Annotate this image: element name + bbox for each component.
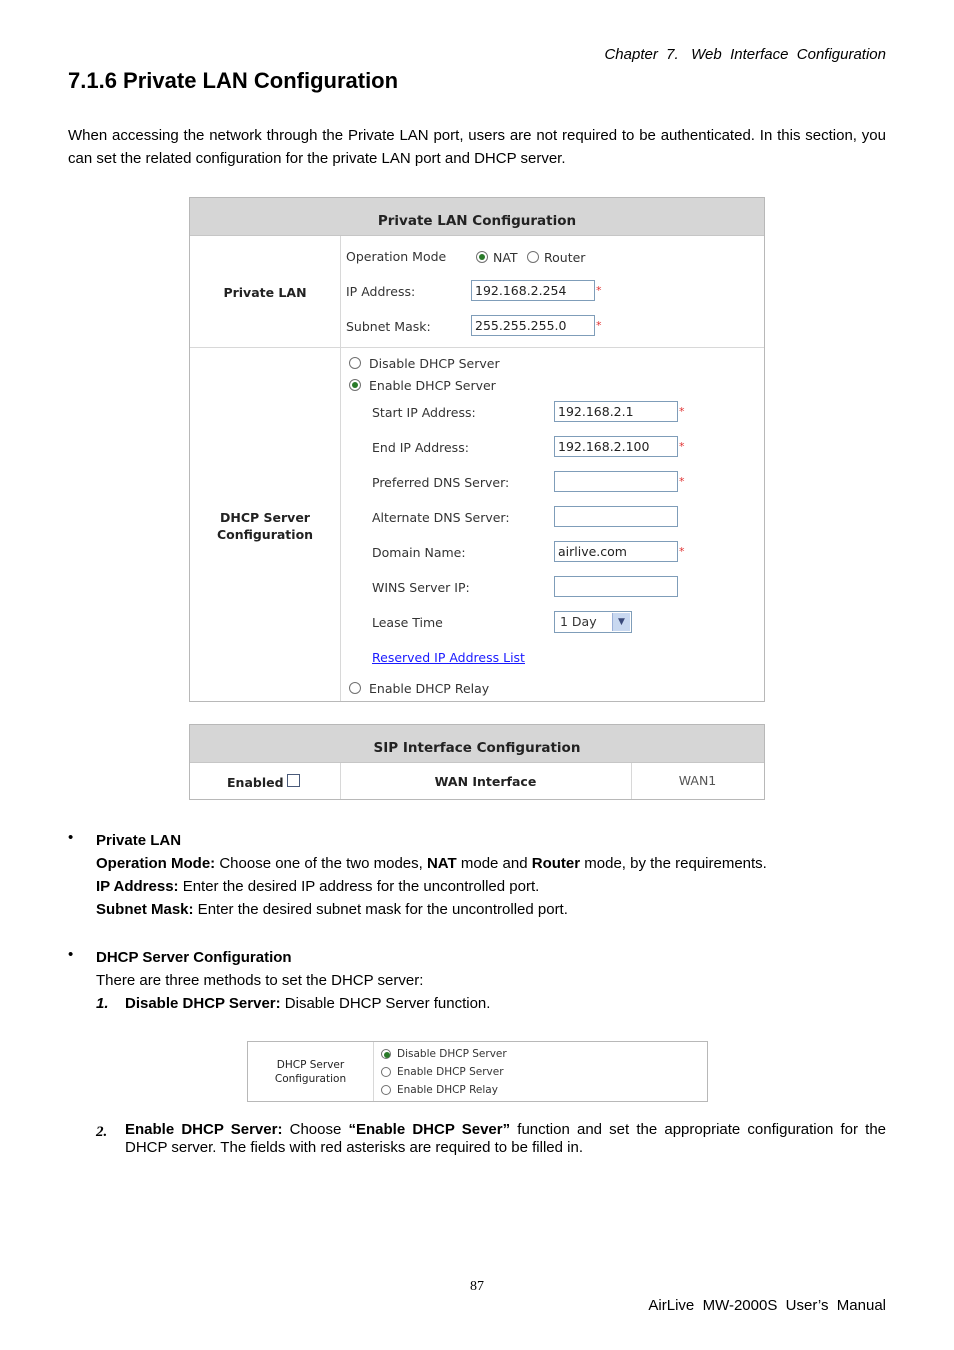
sip-enabled-checkbox[interactable] bbox=[287, 774, 300, 787]
intro-paragraph: When accessing the network through the Private LAN port, users are not required to be authenticated. In this section, you can set the related configuration for the private LAN port and DHCP server. bbox=[68, 127, 886, 167]
bullet-icon: • bbox=[68, 946, 74, 963]
lease-time-label: Lease Time bbox=[372, 615, 443, 630]
desc-text: mode and bbox=[456, 855, 532, 872]
end-ip-input[interactable]: 192.168.2.100 bbox=[554, 436, 678, 457]
wan-interface-label: WAN Interface bbox=[434, 774, 537, 789]
term: Router bbox=[531, 855, 581, 872]
desc-text: Choose one of the two modes, bbox=[215, 855, 427, 872]
enable-dhcp-radio[interactable] bbox=[349, 379, 361, 391]
dhcp-intro: There are three methods to set the DHCP server: bbox=[96, 972, 424, 989]
term: Disable DHCP Server: bbox=[125, 995, 281, 1012]
dhcp-section-label-line1: DHCP Server bbox=[220, 510, 310, 525]
desc-text: Enter the desired subnet mask for the uncontrolled port. bbox=[193, 901, 568, 918]
dhcp-option-panel bbox=[247, 1041, 708, 1102]
required-asterisk: * bbox=[679, 545, 685, 558]
item-number: 2. bbox=[96, 1124, 108, 1140]
column-divider bbox=[340, 236, 341, 701]
page-number: 87 bbox=[470, 1279, 484, 1294]
disable-dhcp-radio[interactable] bbox=[381, 1049, 391, 1059]
item1-desc bbox=[125, 992, 490, 1015]
desc-text: function and set the appropriate configuration for the DHCP server. The fields with red asterisks are required to be filled in. bbox=[125, 1121, 887, 1156]
operation-mode-label: Operation Mode bbox=[346, 249, 447, 264]
end-ip-label: End IP Address: bbox=[372, 440, 469, 455]
bullet-icon: • bbox=[68, 829, 74, 846]
subnet-mask-input[interactable]: 255.255.255.0 bbox=[471, 315, 595, 336]
chevron-down-icon[interactable]: ▼ bbox=[612, 613, 630, 631]
alternate-dns-input[interactable] bbox=[554, 506, 678, 527]
subnet-mask-desc bbox=[96, 898, 568, 921]
term: Subnet Mask: bbox=[96, 901, 194, 918]
manual-title: AirLive MW-2000S User’s Manual bbox=[648, 1297, 886, 1314]
start-ip-input[interactable]: 192.168.2.1 bbox=[554, 401, 678, 422]
section-title: 7.1.6 Private LAN Configuration bbox=[68, 68, 399, 93]
alternate-dns-label: Alternate DNS Server: bbox=[372, 510, 510, 525]
operation-mode-desc bbox=[96, 852, 767, 875]
disable-dhcp-label: Disable DHCP Server bbox=[397, 1048, 507, 1060]
desc-text: Enter the desired IP address for the uncontrolled port. bbox=[178, 878, 540, 895]
term: NAT bbox=[426, 855, 457, 872]
required-asterisk: * bbox=[596, 284, 602, 297]
dhcp-section-label-line2: Configuration bbox=[216, 527, 314, 542]
term: IP Address: bbox=[96, 878, 179, 895]
domain-name-input[interactable]: airlive.com bbox=[554, 541, 678, 562]
wins-server-input[interactable] bbox=[554, 576, 678, 597]
wan-value: WAN1 bbox=[678, 773, 717, 788]
preferred-dns-label: Preferred DNS Server: bbox=[372, 475, 510, 490]
ip-address-input[interactable]: 192.168.2.254 bbox=[471, 280, 595, 301]
chapter-header: Chapter 7. Web Interface Configuration bbox=[604, 46, 886, 63]
subnet-mask-label: Subnet Mask: bbox=[346, 319, 431, 334]
required-asterisk: * bbox=[596, 319, 602, 332]
term: “Enable DHCP Sever” bbox=[348, 1121, 511, 1138]
private-lan-section-label: Private LAN bbox=[223, 285, 307, 300]
term: Operation Mode: bbox=[96, 855, 216, 872]
dhcp-option-label bbox=[248, 1058, 373, 1086]
router-label: Router bbox=[544, 250, 586, 265]
enable-dhcp-label: Enable DHCP Server bbox=[369, 378, 496, 393]
dhcp-option-label-line2: Configuration bbox=[274, 1073, 347, 1085]
enable-dhcp-relay-radio[interactable] bbox=[349, 682, 361, 694]
desc-text: Disable DHCP Server function. bbox=[280, 995, 491, 1012]
sip-panel-title: SIP Interface Configuration bbox=[190, 725, 764, 763]
desc-text: mode, by the requirements. bbox=[580, 855, 767, 872]
required-asterisk: * bbox=[679, 475, 685, 488]
start-ip-label: Start IP Address: bbox=[372, 405, 476, 420]
ip-address-desc bbox=[96, 875, 539, 898]
preferred-dns-input[interactable] bbox=[554, 471, 678, 492]
desc-text: Choose bbox=[282, 1121, 349, 1138]
lease-time-value: 1 Day bbox=[560, 614, 597, 629]
row-divider bbox=[190, 347, 764, 348]
private-lan-config-panel bbox=[189, 197, 765, 702]
dhcp-heading: DHCP Server Configuration bbox=[96, 949, 292, 966]
domain-name-label: Domain Name: bbox=[372, 545, 466, 560]
column-divider bbox=[373, 1042, 374, 1101]
panel-title: Private LAN Configuration bbox=[190, 198, 764, 236]
item2-desc bbox=[125, 1121, 886, 1157]
nat-label: NAT bbox=[493, 250, 518, 265]
enable-dhcp-radio[interactable] bbox=[381, 1067, 391, 1077]
item-number: 1. bbox=[96, 995, 109, 1012]
disable-dhcp-radio[interactable] bbox=[349, 357, 361, 369]
term: Enable DHCP Server: bbox=[125, 1121, 283, 1138]
enable-dhcp-relay-radio[interactable] bbox=[381, 1085, 391, 1095]
required-asterisk: * bbox=[679, 440, 685, 453]
sip-interface-panel bbox=[189, 724, 765, 800]
enable-dhcp-relay-label: Enable DHCP Relay bbox=[369, 681, 490, 696]
lease-time-select[interactable] bbox=[554, 611, 632, 633]
enable-dhcp-relay-label: Enable DHCP Relay bbox=[397, 1084, 498, 1096]
enable-dhcp-label: Enable DHCP Server bbox=[397, 1066, 504, 1078]
private-lan-heading: Private LAN bbox=[96, 832, 182, 849]
router-radio[interactable] bbox=[527, 251, 539, 263]
sip-enabled-label: Enabled bbox=[227, 775, 284, 790]
dhcp-option-label-line1: DHCP Server bbox=[276, 1059, 345, 1071]
wins-server-label: WINS Server IP: bbox=[372, 580, 470, 595]
dhcp-section-label bbox=[190, 509, 340, 543]
disable-dhcp-label: Disable DHCP Server bbox=[369, 356, 500, 371]
reserved-ip-list-link[interactable]: Reserved IP Address List bbox=[372, 650, 525, 665]
ip-address-label: IP Address: bbox=[346, 284, 416, 299]
required-asterisk: * bbox=[679, 405, 685, 418]
nat-radio[interactable] bbox=[476, 251, 488, 263]
